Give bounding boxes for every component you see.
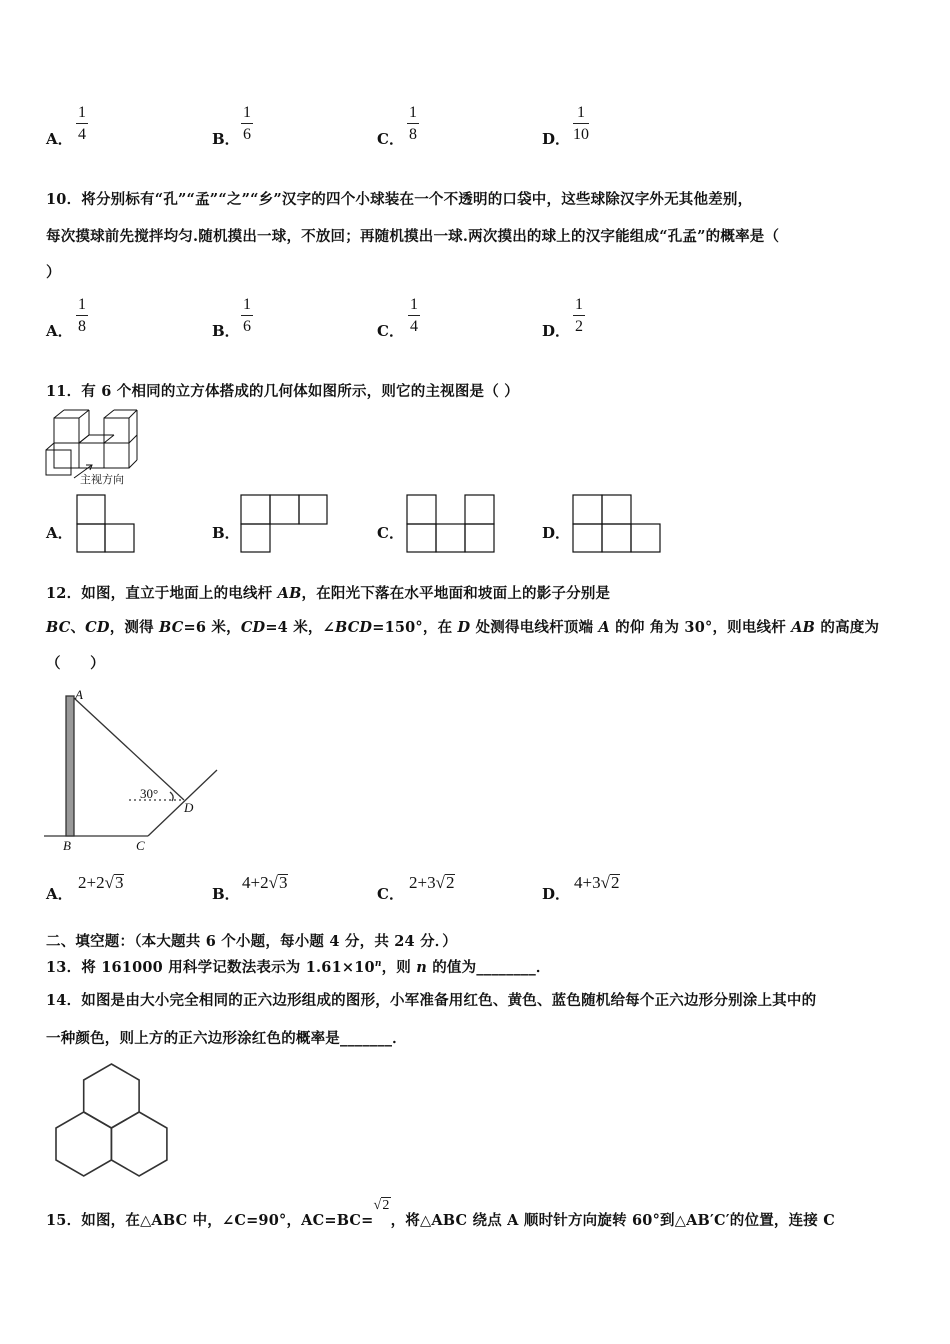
q9-option-b-fraction: 1 6 — [243, 104, 251, 143]
q9-option-a-fraction: 1 4 — [78, 104, 86, 143]
section-2-heading: 二、填空题：（本大题共 6 个小题，每小题 4 分，共 24 分．） — [46, 933, 457, 950]
q11-option-a-figure — [76, 494, 136, 554]
q9-option-c-fraction: 1 8 — [409, 104, 417, 143]
q9-option-b-letter: B． — [212, 130, 240, 148]
q10-option-b-letter: B． — [212, 322, 240, 340]
q10-option-c-fraction: 1 4 — [410, 296, 418, 335]
q10-option-d-letter: D． — [542, 322, 571, 340]
q11-option-d-figure — [572, 494, 662, 554]
q12-label-a: A — [75, 687, 83, 702]
question-13: 13．将 161000 用科学记数法表示为 $1.61\times 10^n$，则 n 的值为________． — [46, 959, 551, 976]
q12-option-a-expr: 2+2√3 — [78, 873, 124, 892]
q9-option-d-letter: D． — [542, 130, 571, 148]
q12-option-d-expr: 4+3√2 — [574, 873, 620, 892]
q9-option-d-fraction: 1 10 — [573, 104, 589, 143]
q12-pole-figure — [44, 688, 234, 858]
hexagon-bottom-right — [111, 1112, 166, 1176]
q11-option-b-figure — [240, 494, 330, 554]
q10-option-c-letter: C． — [377, 322, 404, 340]
q12-line-3: （ ） — [46, 655, 105, 672]
question-15: 15．如图，在△ABC 中，∠C=90°，AC=BC=√2，将△ABC 绕点 A 顺时针方向旋转 60°到△AB′C′的位置，连接 C — [46, 1198, 835, 1229]
q10-option-d-fraction: 1 2 — [575, 296, 583, 335]
q12-option-b-expr: 4+2√3 — [242, 873, 288, 892]
q11-figure-label: 主视方向 — [80, 473, 124, 486]
q9-option-c-letter: C． — [377, 130, 404, 148]
q10-option-b-fraction: 1 6 — [243, 296, 251, 335]
q12-label-d: D — [184, 800, 194, 815]
q12-line-2: BC、CD，测得 BC=6 米，CD=4 米，∠BCD=150°，在 D 处测得电线杆顶端 A 的仰 角为 30°，则电线杆 AB 的高度为 — [46, 619, 880, 636]
q11-option-c-figure — [406, 494, 496, 554]
q10-line-1: 10．将分别标有“孔”“孟”“之”“乡”汉字的四个小球装在一个不透明的口袋中，这些球除汉字外无其他差别， — [46, 191, 753, 208]
q10-line-2: 每次摸球前先搅拌均匀.随机摸出一球，不放回；再随机摸出一球.两次摸出的球上的汉字能组成“孔孟”的概率是（ — [46, 228, 780, 245]
q12-option-c-letter: C． — [377, 885, 404, 903]
q11-text: 11．有 6 个相同的立方体搭成的几何体如图所示，则它的主视图是（ ） — [46, 383, 519, 400]
q10-line-3: ） — [46, 264, 61, 281]
q12-line-1: 12．如图，直立于地面上的电线杆 AB，在阳光下落在水平地面和坡面上的影子分别是 — [46, 585, 611, 602]
q11-option-b-letter: B． — [212, 524, 240, 542]
q14-hexagon-grid — [54, 1062, 174, 1182]
q11-option-d-letter: D． — [542, 524, 571, 542]
q14-line-2: 一种颜色，则上方的正六边形涂红色的概率是_______． — [46, 1030, 407, 1047]
q11-option-a-letter: A． — [46, 524, 73, 542]
q12-option-c-expr: 2+3√2 — [409, 873, 455, 892]
q12-option-a-letter: A． — [46, 885, 73, 903]
hexagon-top — [84, 1064, 139, 1128]
q9-option-a-letter: A． — [46, 130, 73, 148]
q14-line-1: 14．如图是由大小完全相同的正六边形组成的图形，小军准备用红色、黄色、蓝色随机给每个正六边形分别涂上其中的 — [46, 992, 817, 1009]
q12-angle-label: 30° — [140, 786, 159, 801]
q12-label-b: B — [63, 838, 71, 853]
q12-option-d-letter: D． — [542, 885, 571, 903]
hexagon-bottom-left — [56, 1112, 111, 1176]
q11-option-c-letter: C． — [377, 524, 404, 542]
q12-label-c: C — [136, 838, 145, 853]
q10-option-a-fraction: 1 8 — [78, 296, 86, 335]
q12-option-b-letter: B． — [212, 885, 240, 903]
q10-option-a-letter: A． — [46, 322, 73, 340]
